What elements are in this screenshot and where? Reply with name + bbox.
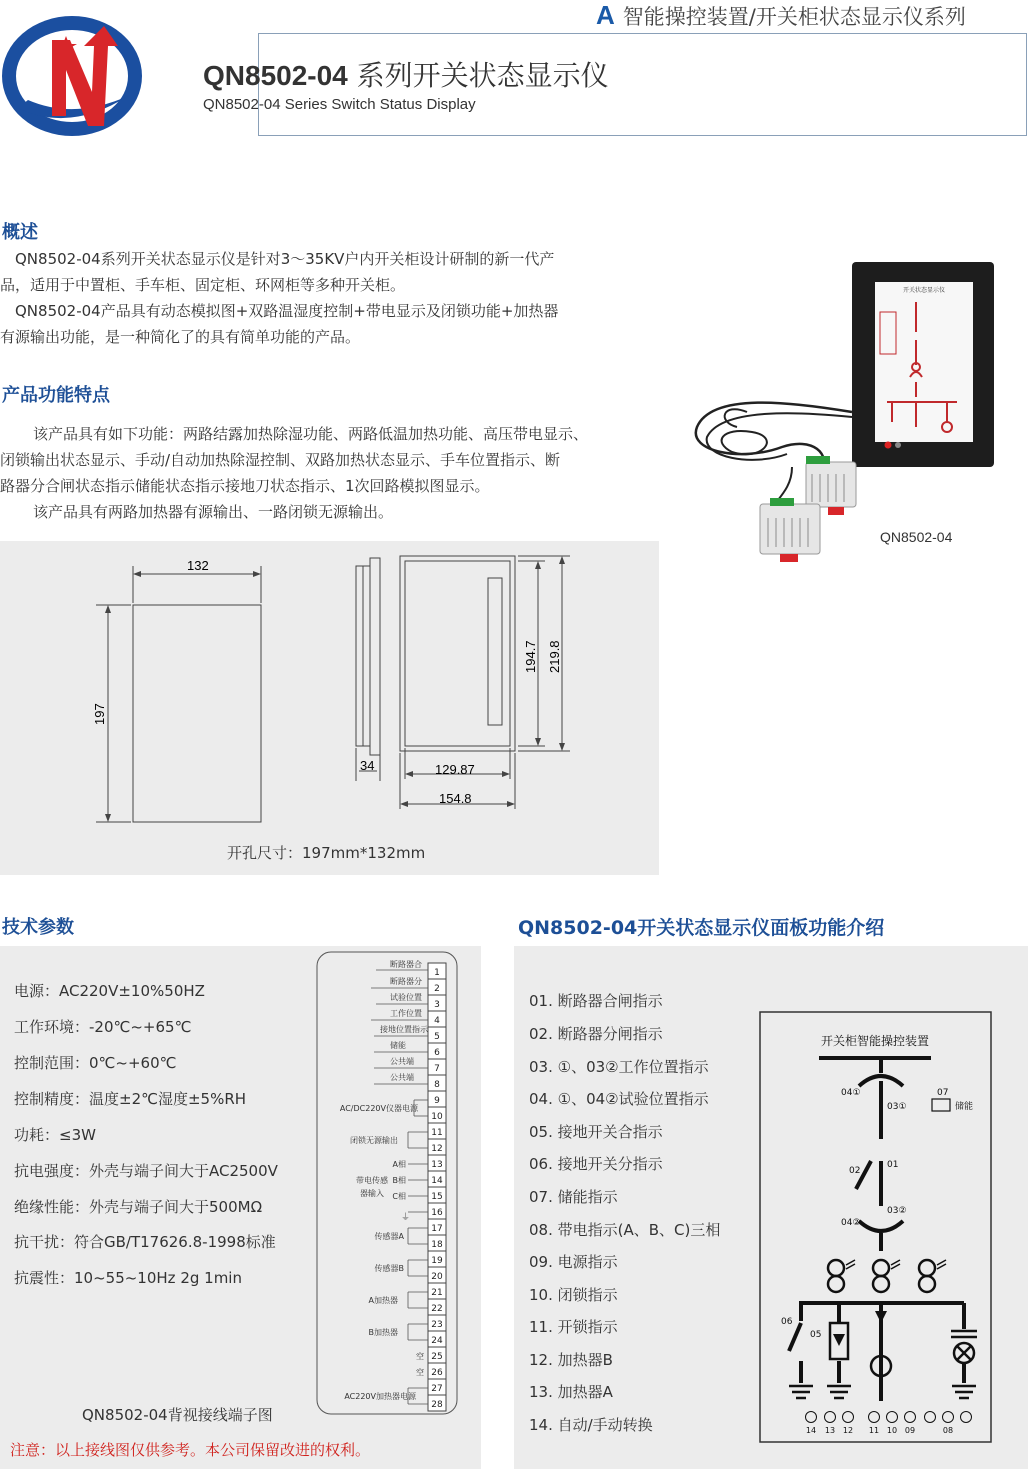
features-line: 闭锁输出状态显示、手动/自动加热除湿控制、双路加热状态显示、手车位置指示、断 xyxy=(0,451,561,469)
dim-154-label: 154.8 xyxy=(439,791,472,806)
photo-caption: QN8502-04 xyxy=(880,529,953,545)
terminal-label: AC220V加热器电源 xyxy=(344,1392,416,1401)
panel-face-diagram xyxy=(759,1011,992,1443)
panel-function-item: 07. 储能指示 xyxy=(529,1188,618,1206)
panel-label: 04② xyxy=(841,1218,861,1228)
terminal-number: 24 xyxy=(431,1336,443,1346)
panel-function-item: 10. 闭锁指示 xyxy=(529,1286,618,1304)
panel-label: 03② xyxy=(887,1206,907,1216)
terminal-label: A加热器 xyxy=(368,1296,398,1305)
button-label: 11 xyxy=(868,1426,880,1435)
panel-function-item: 09. 电源指示 xyxy=(529,1253,618,1271)
terminal-number: 15 xyxy=(431,1192,443,1202)
panel-function-item: 14. 自动/手动转换 xyxy=(529,1416,653,1434)
terminal-number: 1 xyxy=(434,968,440,978)
overview-line: QN8502-04产品具有动态模拟图+双路温湿度控制+带电显示及闭锁功能+加热器 xyxy=(0,302,559,320)
panel-label: 06 xyxy=(781,1317,793,1327)
button-label: 12 xyxy=(842,1426,854,1435)
terminal-number: 14 xyxy=(431,1176,443,1186)
terminal-number: 4 xyxy=(434,1016,440,1026)
panel-function-item: 02. 断路器分闸指示 xyxy=(529,1025,663,1043)
spec-item: 抗电强度：外壳与端子间大于AC2500V xyxy=(14,1162,278,1180)
panel-label: 07 xyxy=(937,1088,949,1098)
title-cn: 系列开关状态显示仪 xyxy=(356,59,609,92)
spec-item: 功耗：≤3W xyxy=(14,1126,96,1144)
panel-label: 02 xyxy=(849,1166,861,1176)
panel-label: 储能 xyxy=(955,1102,974,1112)
spec-item: 控制精度：温度±2℃湿度±5%RH xyxy=(14,1090,247,1108)
panel-function-item: 12. 加热器B xyxy=(529,1351,613,1369)
terminal-number: 20 xyxy=(431,1272,443,1282)
company-logo xyxy=(0,8,150,138)
terminal-number: 22 xyxy=(431,1304,443,1314)
product-photo xyxy=(692,262,1002,572)
dimension-drawing xyxy=(0,541,659,875)
terminal-diagram xyxy=(316,950,461,1420)
dim-height-label: 197 xyxy=(92,703,107,725)
spec-item: 电源：AC220V±10%50HZ xyxy=(14,982,205,1000)
terminal-number: 13 xyxy=(431,1160,443,1170)
series-letter: A xyxy=(596,0,615,30)
terminal-label: 公共端 xyxy=(390,1057,414,1066)
terminal-number: 6 xyxy=(434,1048,440,1058)
panel-function-item: 13. 加热器A xyxy=(529,1383,613,1401)
spec-item: 控制范围：0℃~+60℃ xyxy=(14,1054,177,1072)
photo-device-title: 开关状态显示仪 xyxy=(902,287,946,294)
panel-label: 03① xyxy=(887,1102,907,1112)
button-label: 14 xyxy=(805,1426,817,1435)
terminal-label: 空 xyxy=(416,1368,424,1377)
terminal-number: 25 xyxy=(431,1352,443,1362)
panel-function-item: 11. 开锁指示 xyxy=(529,1318,618,1336)
features-heading: 产品功能特点 xyxy=(2,385,110,406)
overview-line: QN8502-04系列开关状态显示仪是针对3～35KV户内开关柜设计研制的新一代产 xyxy=(0,250,555,268)
panel-function-item: 03. ①、03②工作位置指示 xyxy=(529,1058,709,1076)
dim-219-label: 219.8 xyxy=(547,640,562,673)
features-text xyxy=(0,421,680,525)
terminal-label: 空 xyxy=(416,1352,424,1361)
panel-function-item: 01. 断路器合闸指示 xyxy=(529,992,663,1010)
panel-function-item: 06. 接地开关分指示 xyxy=(529,1155,663,1173)
terminal-label: 公共端 xyxy=(390,1073,414,1082)
terminal-number: 3 xyxy=(434,1000,440,1010)
ground-symbol: ⏚ xyxy=(401,1213,411,1223)
cutout-size: 开孔尺寸：197mm*132mm xyxy=(227,844,426,862)
overview-line: 有源输出功能，是一种简化了的具有简单功能的产品。 xyxy=(0,328,361,346)
terminal-number: 11 xyxy=(431,1128,443,1138)
terminal-label: 传感器B xyxy=(374,1264,404,1273)
terminal-label: AC/DC220V仪器电源 xyxy=(339,1104,418,1113)
terminal-label: 接地位置指示 xyxy=(380,1025,428,1034)
terminal-number: 5 xyxy=(434,1032,440,1042)
button-label: 13 xyxy=(824,1426,836,1435)
spec-item: 工作环境：-20℃~+65℃ xyxy=(14,1018,192,1036)
terminal-caption: QN8502-04背视接线端子图 xyxy=(82,1406,273,1424)
page-subtitle: QN8502-04 Series Switch Status Display xyxy=(203,96,476,113)
panel-function-item: 04. ①、04②试验位置指示 xyxy=(529,1090,709,1108)
features-line: 该产品具有如下功能：两路结露加热除湿功能、两路低温加热功能、高压带电显示、 xyxy=(33,425,589,443)
panel-device-title: 开关柜智能操控装置 xyxy=(820,1034,930,1048)
terminal-label: 传感器A xyxy=(374,1232,404,1241)
terminal-number: 18 xyxy=(431,1240,443,1250)
terminal-number: 21 xyxy=(431,1288,443,1298)
terminal-number: 7 xyxy=(434,1064,440,1074)
spec-item: 抗干扰：符合GB/T17626.8-1998标准 xyxy=(14,1233,276,1251)
model-number: QN8502-04 xyxy=(203,60,348,91)
dim-34-label: 34 xyxy=(360,758,375,773)
dim-194-label: 194.7 xyxy=(523,640,538,673)
terminal-number: 2 xyxy=(434,984,440,994)
panel-function-item: 08. 带电指示(A、B、C)三相 xyxy=(529,1221,721,1239)
terminal-label: C相 xyxy=(392,1192,406,1201)
series-name: 智能操控装置/开关柜状态显示仪系列 xyxy=(622,5,966,29)
terminal-label: 带电传感 xyxy=(356,1176,388,1185)
dim-width-label: 132 xyxy=(187,558,209,573)
button-label: 08 xyxy=(942,1426,954,1435)
terminal-number: 17 xyxy=(431,1224,443,1234)
terminal-label: B相 xyxy=(392,1176,406,1185)
terminal-label: 闭锁无源输出 xyxy=(350,1136,398,1145)
terminal-number: 26 xyxy=(431,1368,443,1378)
terminal-number: 12 xyxy=(431,1144,443,1154)
terminal-label: 断路器分 xyxy=(390,977,422,986)
terminal-label: 器输入 xyxy=(360,1189,384,1198)
overview-heading: 概述 xyxy=(2,222,38,243)
dim-129-label: 129.87 xyxy=(435,762,475,777)
spec-item: 绝缘性能：外壳与端子间大于500MΩ xyxy=(14,1198,263,1216)
overview-line: 品，适用于中置柜、手车柜、固定柜、环网柜等多种开关柜。 xyxy=(0,276,406,294)
terminal-label: 储能 xyxy=(390,1041,406,1050)
button-label: 09 xyxy=(904,1426,916,1435)
terminal-label: A相 xyxy=(392,1160,406,1169)
overview-text xyxy=(0,246,670,350)
panel-label: 01 xyxy=(887,1160,899,1170)
page-title xyxy=(203,54,609,94)
disclaimer-note: 注意：以上接线图仅供参考。本公司保留改进的权利。 xyxy=(10,1441,371,1459)
panel-heading: QN8502-04开关状态显示仪面板功能介绍 xyxy=(518,917,885,939)
panel-label: 05 xyxy=(810,1330,822,1340)
terminal-number: 19 xyxy=(431,1256,443,1266)
panel-label: 04① xyxy=(841,1088,861,1098)
terminal-number: 27 xyxy=(431,1384,443,1394)
terminal-number: 16 xyxy=(431,1208,443,1218)
panel-function-item: 05. 接地开关合指示 xyxy=(529,1123,663,1141)
terminal-label: B加热器 xyxy=(368,1328,398,1337)
terminal-label: 工作位置 xyxy=(390,1009,422,1018)
tech-heading: 技术参数 xyxy=(2,917,74,938)
terminal-number: 9 xyxy=(434,1096,440,1106)
terminal-number: 28 xyxy=(431,1400,443,1410)
features-line: 该产品具有两路加热器有源输出、一路闭锁无源输出。 xyxy=(33,503,394,521)
button-label: 10 xyxy=(886,1426,898,1435)
series-title xyxy=(596,0,966,31)
terminal-label: 试验位置 xyxy=(390,993,422,1002)
terminal-number: 10 xyxy=(431,1112,443,1122)
terminal-number: 23 xyxy=(431,1320,443,1330)
spec-item: 抗震性：10~55~10Hz 2g 1min xyxy=(14,1269,242,1287)
terminal-label: 断路器合 xyxy=(390,960,422,969)
terminal-number: 8 xyxy=(434,1080,440,1090)
features-line: 路器分合闸状态指示储能状态指示接地刀状态指示、1次回路模拟图显示。 xyxy=(0,477,490,495)
